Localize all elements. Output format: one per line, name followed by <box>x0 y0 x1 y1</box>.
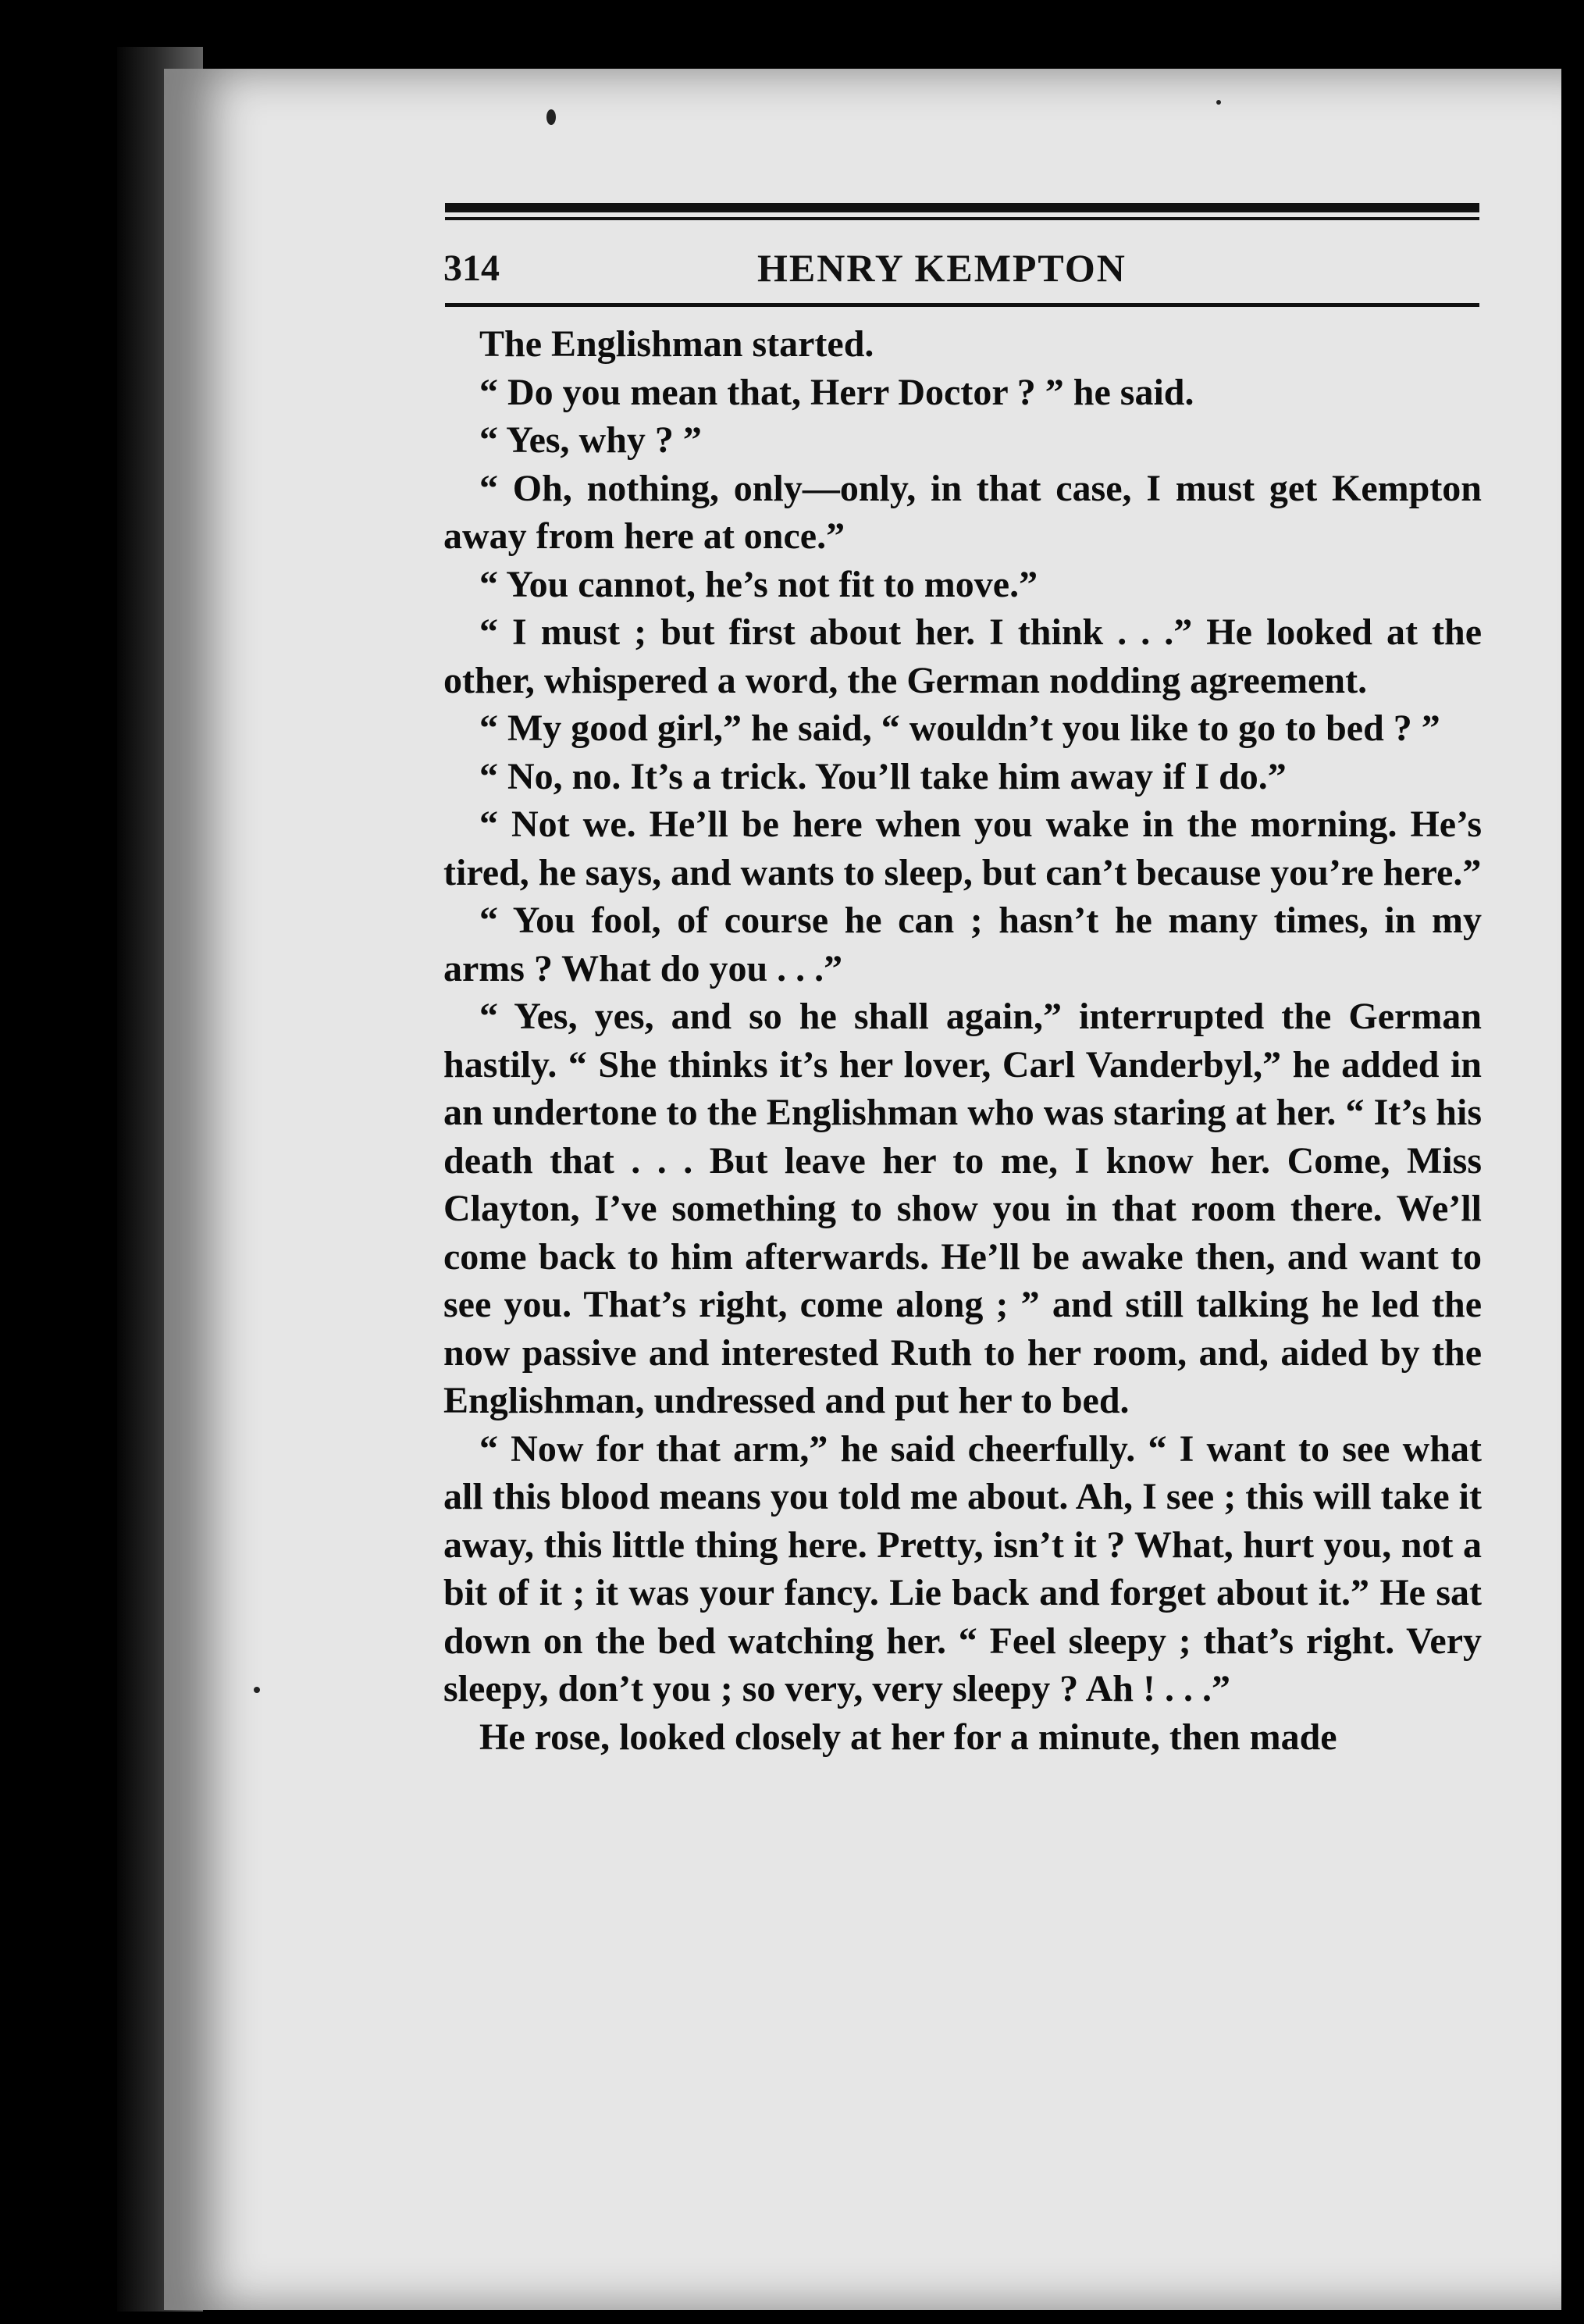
scan-speck <box>1216 100 1221 105</box>
paragraph: “ You fool, of course he can ; hasn’t he many times, in my arms ? What do you . . .” <box>443 900 1482 989</box>
paragraph: “ Not we. He’ll be here when you wake in the morning. He’s tired, he says, and wants to sleep, but can’t because you’re here.” <box>443 804 1482 893</box>
paragraph: He rose, looked closely at her for a minute, then made <box>479 1716 1337 1758</box>
paragraph: “ Now for that arm,” he said cheerfully. “ I want to see what all this blood means you told me about. Ah, I see ; this will take it away, this little thing here. Pretty, isn’t it ? What, hurt you, not a bit of it ; it was your fancy. Lie back and forget about it.” He sat down on the bed watching her. “ Feel sleepy ; that’s right. Very sleepy, don’t you ; so very, very sleepy ? Ah ! . . .” <box>443 1428 1482 1709</box>
paragraph: “ Do you mean that, Herr Doctor ? ” he said. <box>479 371 1194 413</box>
header-rule-thick <box>445 203 1479 212</box>
paragraph: “ Yes, yes, and so he shall again,” interrupted the German hastily. “ She thinks it’s her lover, Carl Vanderbyl,” he added in an undertone to the Englishman who was staring at her. “ It’s his death that . . . But leave her to me, I know her. Come, Miss Clayton, I’ve something to show you in that room there. We’ll come back to him afterwards. He’ll be awake then, and want to see you. That’s right, come along ; ” and still talking he led the now passive and interested Ruth to her room, and, aided by the Englishman, undressed and put her to bed. <box>443 996 1482 1421</box>
paragraph: “ My good girl,” he said, “ wouldn’t you like to go to bed ? ” <box>479 708 1440 749</box>
paragraph: “ No, no. It’s a trick. You’ll take him away if I do.” <box>479 755 1287 797</box>
scan-speck <box>546 109 556 125</box>
header-rule-thin <box>445 217 1479 220</box>
paragraph: “ Yes, why ? ” <box>479 419 702 461</box>
page-number: 314 <box>443 248 500 289</box>
scan-speck <box>254 1687 260 1693</box>
body-text <box>443 320 1482 1761</box>
running-head: HENRY KEMPTON <box>757 246 1127 290</box>
header-rule-bottom <box>445 303 1479 307</box>
paragraph: The Englishman started. <box>479 323 874 365</box>
paragraph: “ Oh, nothing, only—only, in that case, I must get Kempton away from here at once.” <box>443 467 1482 557</box>
paragraph: “ You cannot, he’s not fit to move.” <box>479 563 1038 605</box>
paragraph: “ I must ; but first about her. I think . . .” He looked at the other, whispered a word, the German nodding agreement. <box>443 611 1482 701</box>
